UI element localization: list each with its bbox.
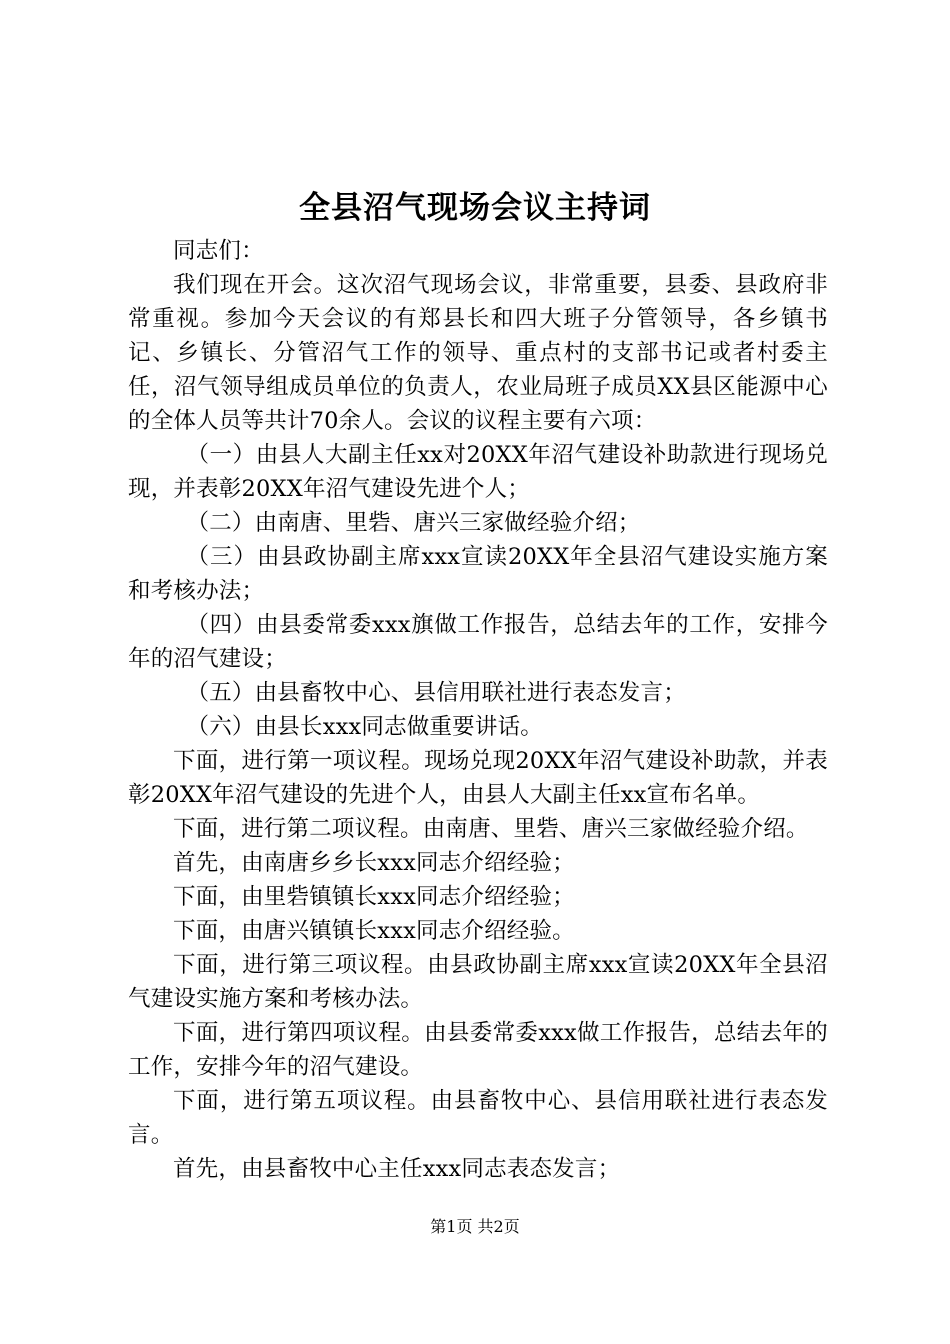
paragraph-speaker-1: 首先，由南唐乡乡长xxx同志介绍经验； xyxy=(173,850,575,876)
paragraph-opening: 我们现在开会。这次沼气现场会议，非常重要，县委、县政府非常重视。参加今天会议的有郑县长和四大班子分管领导，各乡镇书记、乡镇长、分管沼气工作的领导、重点村的支部书记或者村委主任，沼气领导组成员单位的负责人，农业局班子成员XX县区能源中心的全体人员等共计70余人。会议的议程主要有六项： xyxy=(128,272,828,434)
paragraph-item-3: 下面，进行第三项议程。由县政协副主席xxx宣读20XX年全县沼气建设实施方案和考核办法。 xyxy=(128,952,828,1012)
document-title: 全县沼气现场会议主持词 xyxy=(299,190,651,226)
agenda-item-5: （五）由县畜牧中心、县信用联社进行表态发言； xyxy=(186,680,686,706)
agenda-item-3: （三）由县政协副主席xxx宣读20XX年全县沼气建设实施方案和考核办法； xyxy=(128,544,828,604)
paragraph-speaker-2: 下面，由里砦镇镇长xxx同志介绍经验； xyxy=(173,884,575,910)
paragraph-item-5: 下面，进行第五项议程。由县畜牧中心、县信用联社进行表态发言。 xyxy=(128,1088,828,1148)
agenda-item-2: （二）由南唐、里砦、唐兴三家做经验介绍； xyxy=(186,510,641,536)
document-body xyxy=(128,234,828,1186)
paragraph-item-2: 下面，进行第二项议程。由南唐、里砦、唐兴三家做经验介绍。 xyxy=(173,816,809,842)
page-number-footer: 第1页 共2页 xyxy=(430,1217,520,1236)
agenda-item-6: （六）由县长xxx同志做重要讲话。 xyxy=(186,714,543,740)
paragraph-speaker-4: 首先，由县畜牧中心主任xxx同志表态发言； xyxy=(173,1156,621,1182)
paragraph-greeting: 同志们： xyxy=(173,238,264,264)
paragraph-item-1: 下面，进行第一项议程。现场兑现20XX年沼气建设补助款，并表彰20XX年沼气建设的先进个人，由县人大副主任xx宣布名单。 xyxy=(128,748,828,808)
paragraph-speaker-3: 下面，由唐兴镇镇长xxx同志介绍经验。 xyxy=(173,918,575,944)
agenda-item-4: （四）由县委常委xxx旗做工作报告，总结去年的工作，安排今年的沼气建设； xyxy=(128,612,828,672)
paragraph-item-4: 下面，进行第四项议程。由县委常委xxx做工作报告，总结去年的工作，安排今年的沼气建设。 xyxy=(128,1020,828,1080)
agenda-item-1: （一）由县人大副主任xx对20XX年沼气建设补助款进行现场兑现，并表彰20XX年沼气建设先进个人； xyxy=(128,442,828,502)
